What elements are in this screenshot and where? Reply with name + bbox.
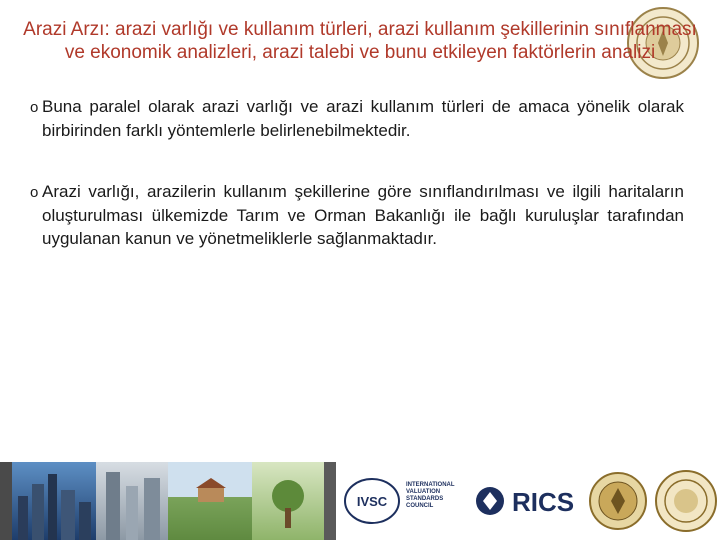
towers-photo (96, 462, 168, 540)
city-skyline-icon (12, 462, 96, 540)
farm-house-icon (168, 462, 252, 540)
standards-seal-icon (588, 468, 648, 534)
bullet-paragraph-2 (30, 180, 684, 250)
slide-title: Arazi Arzı: arazi varlığı ve kullanım türleri, arazi kullanım şekillerinin sınıflanması ve ekonomik analizleri, arazi talebi ve bunu etkileyen faktörlerin analizi (23, 19, 697, 63)
city-photo (12, 462, 96, 540)
paragraph-text: Buna paralel olarak arazi varlığı ve arazi kullanım türleri de amaca yönelik olarak birbirinden farklı yöntemlerle belirlenebilmektedir. (42, 97, 684, 140)
university-seal-footer-icon (654, 466, 718, 536)
ivsc-logo-icon (342, 476, 402, 526)
field-photo (252, 462, 324, 540)
footer-divider (324, 462, 336, 540)
bullet-paragraph-1 (30, 95, 684, 142)
towers-icon (96, 462, 168, 540)
bullet-marker: o (30, 184, 39, 201)
logo-strip (336, 462, 720, 540)
slide-body (30, 95, 684, 288)
rics-label: RICS (512, 487, 575, 517)
rics-logo-icon (472, 478, 582, 524)
paragraph-text: Arazi varlığı, arazilerin kullanım şekillerine göre sınıflandırılması ve ilgili haritaların oluşturulması ülkemizde Tarım ve Orman Bakanlığı ile bağlı kuruluşlar tarafından uygulanan kanun ve yönetmeliklerle sağlanmaktadır. (42, 182, 684, 248)
tree-icon (252, 462, 324, 540)
footer-banner (0, 462, 720, 540)
bullet-marker: o (30, 99, 39, 116)
ivsc-text: INTERNATIONAL VALUATION STANDARDS COUNCIL (406, 482, 455, 509)
ivsc-label: IVSC (356, 494, 388, 509)
countryside-photo (168, 462, 252, 540)
footer-side-bar (0, 462, 12, 540)
